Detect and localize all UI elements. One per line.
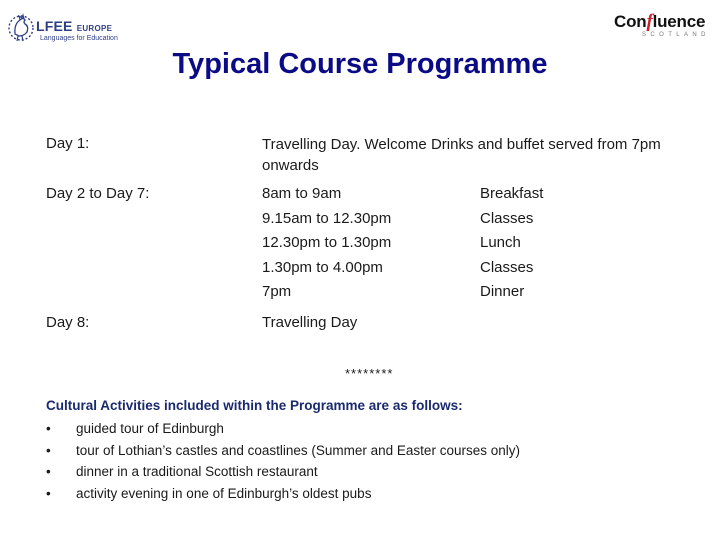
bullet-icon: • bbox=[46, 442, 51, 458]
schedule-activity: Classes bbox=[480, 209, 534, 227]
rooster-emblem-icon bbox=[6, 8, 36, 48]
day-label: Day 1: bbox=[46, 135, 90, 152]
list-item: • tour of Lothian’s castles and coastlines (Summer and Easter courses only) bbox=[46, 440, 520, 462]
schedule-time: 8am to 9am bbox=[262, 185, 342, 202]
schedule-time: 7pm bbox=[262, 283, 292, 300]
schedule-time: 1.30pm to 4.00pm bbox=[262, 258, 383, 276]
confluence-wordmark: Confluence bbox=[614, 11, 706, 32]
activities-list bbox=[46, 418, 520, 504]
bullet-icon: • bbox=[46, 485, 51, 501]
activities-heading: Cultural Activities included within the Programme are as follows: bbox=[46, 398, 463, 413]
schedule-time: 9.15am to 12.30pm bbox=[262, 209, 392, 227]
list-item: • dinner in a traditional Scottish restaurant bbox=[46, 461, 520, 483]
list-item: • activity evening in one of Edinburgh’s oldest pubs bbox=[46, 483, 520, 505]
day-description: Travelling Day. Welcome Drinks and buffet served from 7pm onwards bbox=[262, 136, 661, 174]
lfee-wordmark: LFEE EUROPE bbox=[36, 18, 113, 34]
day-description: Travelling Day bbox=[262, 314, 358, 331]
list-item: • guided tour of Edinburgh bbox=[46, 418, 520, 440]
confluence-logo bbox=[612, 10, 716, 40]
schedule-activity: Classes bbox=[480, 258, 534, 276]
lfee-tagline: Languages for Education bbox=[40, 35, 118, 42]
schedule-time: 12.30pm to 1.30pm bbox=[262, 234, 392, 251]
day-label: Day 2 to Day 7: bbox=[46, 185, 150, 202]
page-title: Typical Course Programme bbox=[172, 48, 548, 80]
schedule-activity: Dinner bbox=[480, 283, 525, 300]
bullet-icon: • bbox=[46, 464, 51, 479]
confluence-subtitle: SCOTLAND bbox=[642, 32, 710, 38]
separator: ******** bbox=[345, 366, 394, 381]
schedule-activity: Breakfast bbox=[480, 185, 544, 202]
schedule-activity: Lunch bbox=[480, 234, 521, 251]
day-label: Day 8: bbox=[46, 314, 90, 331]
lfee-logo bbox=[6, 8, 126, 48]
bullet-icon: • bbox=[46, 421, 51, 436]
